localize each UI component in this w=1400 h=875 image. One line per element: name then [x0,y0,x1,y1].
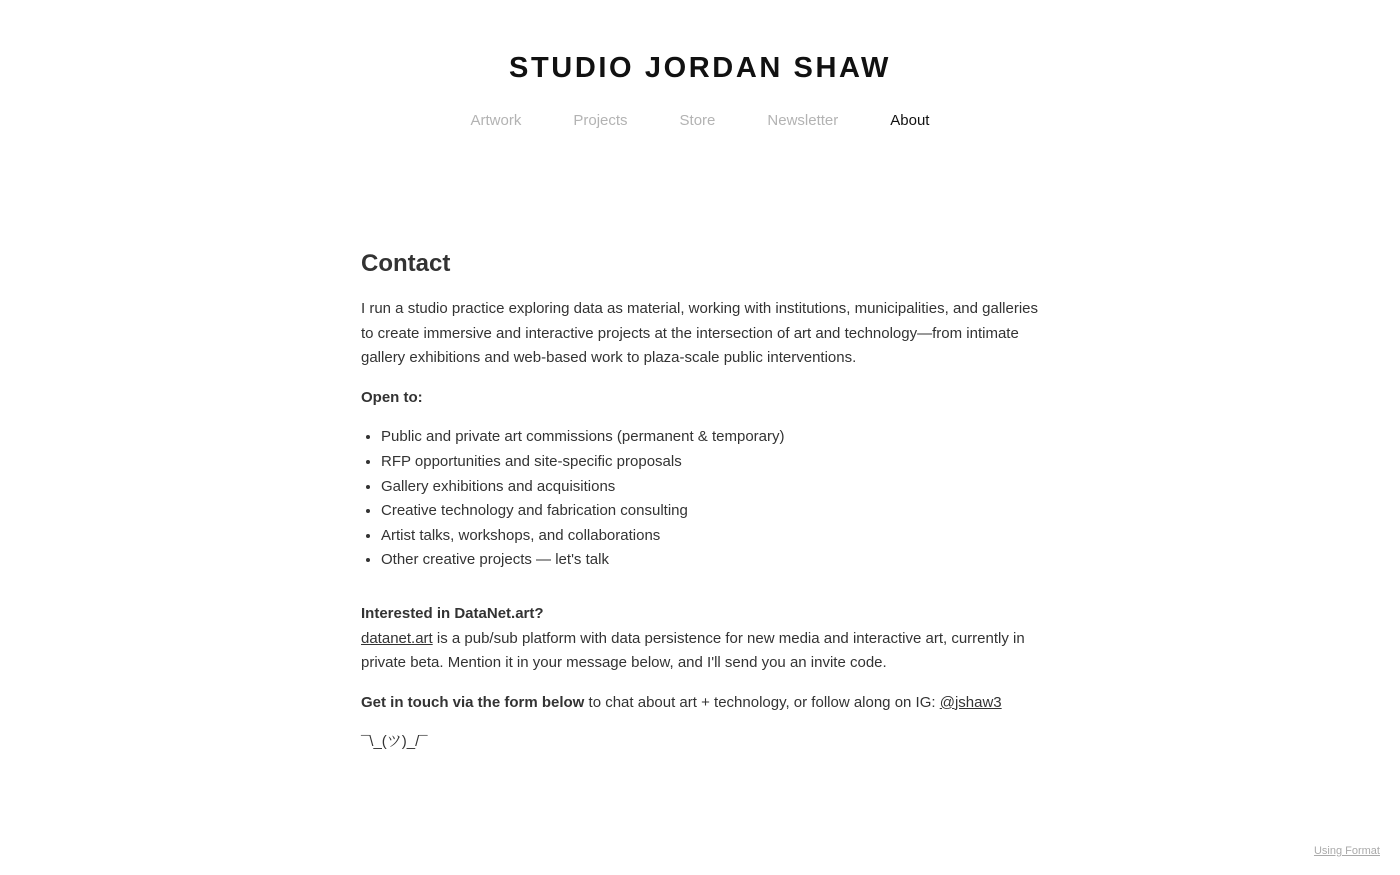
cta-bold-text: Get in touch via the form below [361,693,585,711]
spacer [361,588,1041,602]
page-heading: Contact [361,250,451,277]
site-title[interactable]: STUDIO JORDAN SHAW [509,52,891,84]
list-item: • Artist talks, workshops, and collaborations [381,524,1041,549]
list-item: • RFP opportunities and site-specific proposals [381,450,1041,475]
open-to-list [361,425,1041,573]
cta-text: to chat about art + technology, or follow along on IG: [584,693,940,711]
main-nav [0,111,1400,131]
nav-item-about[interactable]: About [890,112,930,129]
cta-paragraph [361,691,1041,716]
using-format-link[interactable]: Using Format [1313,845,1380,857]
list-item: • Public and private art commissions (permanent & temporary) [381,425,1041,450]
list-item: • Other creative projects — let's talk [381,548,1041,573]
site-header [0,0,1400,131]
datanet-description: is a pub/sub platform with data persistence for new media and interactive art, currently in private beta. Mention it in your message below, and I'll send you an invite code. [361,629,1025,672]
datanet-section [361,602,1041,676]
nav-item-artwork[interactable]: Artwork [470,112,522,129]
open-to-label [361,386,1041,411]
open-to-label-text: Open to: [361,388,423,406]
shrug-text: ¯\_(ツ)_/¯ [361,733,428,751]
nav-item-newsletter[interactable]: Newsletter [767,112,839,129]
datanet-heading: Interested in DataNet.art? [361,604,544,622]
list-item: • Creative technology and fabrication consulting [381,499,1041,524]
main-content [361,248,1041,770]
datanet-link[interactable]: datanet.art [361,629,433,647]
intro-paragraph: I run a studio practice exploring data as material, working with institutions, municipalities, and galleries to create immersive and interactive projects at the intersection of art and technology—from intimate gallery exhibitions and web-based work to plaza-scale public interventions. [361,300,1038,367]
nav-item-projects[interactable]: Projects [573,112,628,129]
nav-item-store[interactable]: Store [679,112,716,129]
instagram-link[interactable]: @jshaw3 [939,693,1002,711]
list-item: • Gallery exhibitions and acquisitions [381,475,1041,500]
